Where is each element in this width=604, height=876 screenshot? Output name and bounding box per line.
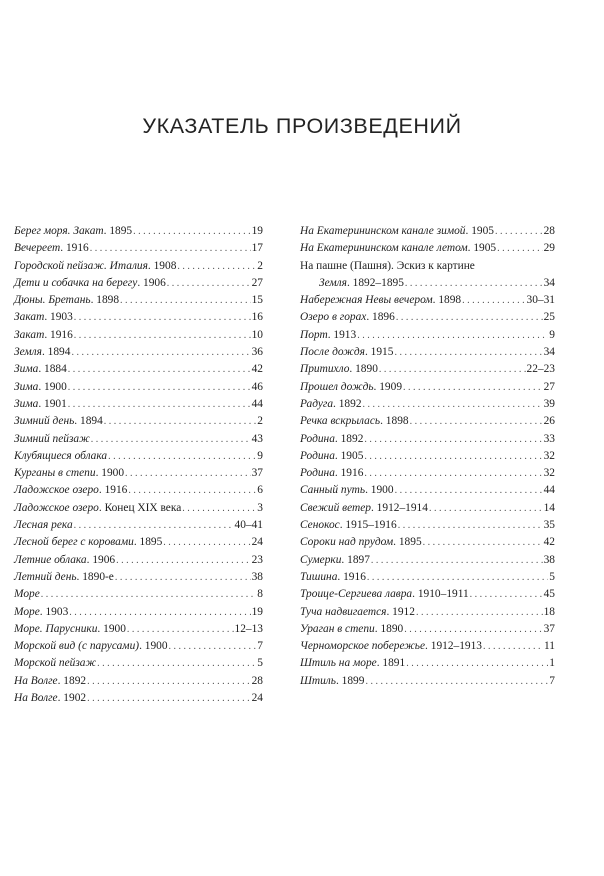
entry-title: Ураган в степи: [300, 622, 375, 635]
leader-dots: [128, 482, 256, 499]
entry-year: . 1916: [60, 242, 89, 255]
leader-dots: [364, 448, 542, 465]
entry-title: Море: [14, 605, 40, 618]
leader-dots: [74, 517, 234, 534]
index-entry: [14, 448, 263, 465]
entry-year: . 1898: [380, 415, 409, 428]
entry-title: Речка вскрылась: [300, 415, 381, 428]
index-entry: [300, 413, 555, 430]
entry-year: . 1903: [44, 311, 73, 324]
index-entry: [300, 327, 555, 344]
entry-title: Туча надвигается: [300, 605, 387, 618]
index-entry: [300, 586, 555, 603]
entry-year: . 1894: [74, 415, 103, 428]
entry-title: Санный путь: [300, 484, 366, 497]
index-entry: [14, 258, 263, 275]
entry-page: 27: [251, 276, 263, 289]
entry-title: Земля: [319, 276, 347, 289]
leader-dots: [423, 534, 543, 551]
entry-page: 1: [549, 657, 555, 670]
index-entry: [300, 621, 555, 638]
leader-dots: [68, 396, 251, 413]
leader-dots: [394, 344, 542, 361]
leader-dots: [87, 673, 251, 690]
entry-title: Море: [14, 588, 40, 601]
leader-dots: [68, 361, 251, 378]
entry-page: 7: [549, 674, 555, 687]
index-entry: [14, 569, 263, 586]
leader-dots: [495, 223, 543, 240]
entry-page: 42: [543, 536, 555, 549]
entry-page: 42: [251, 363, 263, 376]
entry-page: 19: [251, 605, 263, 618]
entry-page: 11: [544, 640, 555, 653]
entry-page: 26: [543, 415, 555, 428]
index-entry: [14, 655, 263, 672]
entry-year: . 1890: [349, 363, 378, 376]
entry-title: Сумерки: [300, 553, 342, 566]
entry-year: . 1890-е: [76, 570, 114, 583]
entry-title: Набережная Невы вечером: [300, 294, 433, 307]
entry-title: Зима: [14, 397, 39, 410]
entry-title: Летние облака: [14, 553, 87, 566]
entry-page: 14: [543, 501, 555, 514]
index-entry: [300, 517, 555, 534]
index-entry: [14, 517, 263, 534]
entry-title: Дюны. Бретань: [14, 294, 91, 307]
index-entry: [14, 379, 263, 396]
entry-year: . 1884: [38, 363, 67, 376]
entry-title: Клубящиеся облака: [14, 449, 108, 462]
entry-title: Зима: [14, 363, 39, 376]
index-entry: [300, 431, 555, 448]
entry-page: 22–23: [526, 363, 555, 376]
entry-title: На Волге: [14, 674, 58, 687]
entry-title: Море. Парусники: [14, 622, 98, 635]
entry-page: 43: [251, 432, 263, 445]
entry-title: Зимний день: [14, 415, 75, 428]
index-entry: [300, 569, 555, 586]
entry-title: Сороки над прудом: [300, 536, 394, 549]
entry-title: Закат: [14, 328, 45, 341]
entry-page: 12–13: [234, 622, 263, 635]
entry-page: 9: [549, 328, 555, 341]
entry-year: . 1891: [376, 657, 406, 670]
entry-title: Штиль на море: [300, 657, 377, 670]
index-entry: [300, 500, 555, 517]
index-entry: [300, 361, 555, 378]
leader-dots: [74, 309, 251, 326]
entry-title: Земля: [14, 346, 42, 359]
entry-page: 24: [251, 536, 263, 549]
index-entry: [14, 552, 263, 569]
index-entry: [14, 482, 263, 499]
entry-title: Штиль: [300, 674, 336, 687]
index-entry: [300, 534, 555, 551]
leader-dots: [410, 413, 543, 430]
entry-page: 5: [257, 657, 263, 670]
entry-page: 46: [251, 380, 263, 393]
entry-title: Родина: [300, 467, 335, 480]
leader-dots: [367, 569, 548, 586]
entry-year: . 1909: [373, 380, 403, 393]
index-entry: [300, 275, 555, 292]
entry-page: 25: [543, 311, 555, 324]
entry-page: 32: [543, 467, 555, 480]
leader-dots: [133, 223, 251, 240]
entry-year: . 1899: [335, 674, 365, 687]
leader-dots: [74, 327, 251, 344]
entry-year: . 1916: [98, 484, 128, 497]
leader-dots: [497, 240, 543, 257]
entry-year: . 1900: [38, 380, 67, 393]
index-entry: [300, 379, 555, 396]
leader-dots: [115, 569, 251, 586]
entry-title: Лесной берег с коровами: [14, 536, 134, 549]
entry-page: 9: [257, 449, 263, 462]
entry-page: 30–31: [526, 294, 555, 307]
entry-title: Порт: [300, 328, 328, 341]
index-entry: [14, 621, 263, 638]
entry-page: 7: [257, 640, 263, 653]
entry-title: Озеро в горах: [300, 311, 367, 324]
entry-year: . 1895: [393, 536, 422, 549]
entry-year: . 1892–1895: [346, 276, 404, 289]
leader-dots: [404, 621, 542, 638]
leader-dots: [379, 361, 526, 378]
index-entry: [14, 673, 263, 690]
entry-page: 2: [257, 259, 263, 272]
index-entry: [14, 413, 263, 430]
entry-year: . 1900: [95, 467, 125, 480]
index-entry: [14, 500, 263, 517]
leader-dots: [163, 534, 250, 551]
entry-page: 5: [549, 570, 555, 583]
leader-dots: [97, 655, 256, 672]
leader-dots: [363, 396, 543, 413]
entry-year: . 1903: [39, 605, 69, 618]
entry-page: 27: [543, 380, 555, 393]
leader-dots: [182, 500, 256, 517]
leader-dots: [403, 379, 543, 396]
entry-page: 37: [543, 622, 555, 635]
entry-title: Берег моря. Закат: [14, 225, 104, 237]
index-entry: [300, 240, 555, 257]
entry-year: . 1898: [90, 294, 120, 307]
index-entry: [300, 448, 555, 465]
entry-title: Лесная река: [14, 519, 73, 532]
entry-page: 6: [257, 484, 263, 497]
entry-page: 29: [543, 242, 555, 255]
entry-title: Прошел дождь: [300, 380, 374, 393]
index-entry-wrapped: [300, 258, 555, 293]
entry-year: . 1900: [365, 484, 394, 497]
index-entry: [300, 604, 555, 621]
entry-page: 15: [251, 294, 263, 307]
index-entry: [14, 344, 263, 361]
leader-dots: [398, 517, 543, 534]
entry-year: . 1906: [137, 276, 166, 289]
index-entry: [14, 586, 263, 603]
leader-dots: [68, 379, 251, 396]
entry-page: 38: [543, 553, 555, 566]
index-entry: [14, 534, 263, 551]
index-entry: [300, 292, 555, 309]
entry-title-line1: На пашне (Пашня). Эскиз к картине: [300, 259, 475, 272]
entry-year: . 1892: [333, 397, 362, 410]
entry-year: . 1908: [147, 259, 177, 272]
leader-dots: [364, 465, 542, 482]
entry-page: 37: [251, 467, 263, 480]
entry-year: . 1892: [57, 674, 87, 687]
index-entry: [14, 223, 263, 240]
entry-year: . 1890: [374, 622, 404, 635]
entry-title: Курганы в степи: [14, 467, 96, 480]
entry-page: 39: [543, 397, 555, 410]
entry-page: 34: [543, 346, 555, 359]
entry-year: . 1894: [41, 346, 71, 359]
entry-page: 10: [251, 328, 263, 341]
index-entry: [300, 344, 555, 361]
entry-year: . 1915–1916: [339, 519, 397, 532]
entry-year: . 1915: [364, 346, 394, 359]
entry-title: Троице-Сергиева лавра: [300, 588, 413, 601]
entry-year: . 1916: [334, 467, 364, 480]
index-entry: [300, 482, 555, 499]
entry-page: 33: [543, 432, 555, 445]
leader-dots: [90, 240, 251, 257]
leader-dots: [364, 431, 542, 448]
entry-page: 19: [251, 225, 263, 237]
entry-page: 44: [543, 484, 555, 497]
entry-title: Родина: [300, 432, 335, 445]
leader-dots: [167, 275, 251, 292]
entry-title: Родина: [300, 449, 335, 462]
entry-title: Ладожское озеро: [14, 484, 99, 497]
entry-title: Радуга: [300, 397, 334, 410]
entry-title: После дождя: [300, 346, 365, 359]
entry-year: . 1905: [465, 225, 494, 237]
leader-dots: [125, 465, 251, 482]
entry-title: Городской пейзаж. Италия: [14, 259, 148, 272]
index-entry: [14, 604, 263, 621]
entry-title: Зимний пейзаж: [14, 432, 90, 445]
leader-dots: [371, 552, 543, 569]
leader-dots: [104, 413, 257, 430]
entry-title: Сенокос: [300, 519, 340, 532]
entry-title: Зима: [14, 380, 39, 393]
entry-year: . 1892: [334, 432, 364, 445]
entry-title: Притихло: [300, 363, 350, 376]
leader-dots: [116, 552, 250, 569]
entry-page: 16: [251, 311, 263, 324]
leader-dots: [87, 690, 251, 707]
entry-year: . 1895: [133, 536, 163, 549]
leader-dots: [429, 500, 543, 517]
entry-year: . 1916: [337, 570, 366, 583]
entry-year: . 1900: [97, 622, 126, 635]
entry-year: . 1896: [366, 311, 395, 324]
leader-dots: [120, 292, 251, 309]
entry-year: . 1916: [44, 328, 73, 341]
index-entry: [14, 690, 263, 707]
leader-dots: [41, 586, 257, 603]
entry-year: . 1912: [386, 605, 415, 618]
index-column-right: [300, 223, 555, 690]
index-entry: [300, 655, 555, 672]
index-entry: [300, 223, 555, 240]
index-entry: [14, 396, 263, 413]
leader-dots: [127, 621, 234, 638]
entry-title: Черноморское побережье: [300, 640, 426, 653]
index-column-left: [14, 223, 263, 707]
entry-title: Дети и собачка на берегу: [14, 276, 138, 289]
entry-year: . 1906: [86, 553, 116, 566]
index-entry: [14, 361, 263, 378]
entry-page: 35: [543, 519, 555, 532]
leader-dots: [69, 604, 250, 621]
leader-dots: [71, 344, 250, 361]
leader-dots: [470, 586, 543, 603]
index-entry: [14, 292, 263, 309]
entry-year: . 1912–1914: [370, 501, 428, 514]
entry-title: Вечереет: [14, 242, 61, 255]
index-entry: [14, 240, 263, 257]
leader-dots: [405, 275, 543, 292]
leader-dots: [395, 482, 543, 499]
leader-dots: [416, 604, 543, 621]
index-entry: [300, 465, 555, 482]
entry-page: 23: [251, 553, 263, 566]
entry-title: Ладожское озеро: [14, 501, 99, 514]
entry-year: . 1902: [57, 692, 87, 705]
leader-dots: [108, 448, 256, 465]
entry-page: 34: [543, 276, 555, 289]
index-entry: [300, 552, 555, 569]
entry-title: На Волге: [14, 692, 58, 705]
index-entry: [14, 465, 263, 482]
leader-dots: [396, 309, 543, 326]
entry-year: . 1895: [103, 225, 133, 237]
index-entry: [14, 275, 263, 292]
entry-title: Свежий ветер: [300, 501, 371, 514]
entry-title: Летний день: [14, 570, 77, 583]
entry-page: 24: [251, 692, 263, 705]
index-entry: [300, 638, 555, 655]
entry-page: 40–41: [234, 519, 263, 532]
entry-page: 28: [543, 225, 555, 237]
index-entry: [14, 431, 263, 448]
leader-dots: [169, 638, 257, 655]
entry-page: 17: [251, 242, 263, 255]
entry-page: 28: [251, 674, 263, 687]
index-entry: [14, 638, 263, 655]
entry-page: 8: [257, 588, 263, 601]
leader-dots: [357, 327, 548, 344]
entry-page: 36: [251, 346, 263, 359]
index-entry: [300, 396, 555, 413]
leader-dots: [462, 292, 525, 309]
entry-year: . 1901: [38, 397, 67, 410]
entry-title: Тишина: [300, 570, 338, 583]
page-title: УКАЗАТЕЛЬ ПРОИЗВЕДЕНИЙ: [142, 114, 462, 139]
entry-title: Морской пейзаж: [14, 657, 97, 670]
entry-title: На Екатерининском канале летом: [300, 242, 468, 255]
entry-page: 32: [543, 449, 555, 462]
leader-dots: [365, 673, 548, 690]
entry-page: 44: [251, 397, 263, 410]
entry-title: Закат: [14, 311, 45, 324]
entry-page: 45: [543, 588, 555, 601]
entry-year: . 1900: [139, 640, 168, 653]
entry-page: 3: [257, 501, 263, 514]
entry-year: . 1910–1911: [412, 588, 469, 601]
entry-page: 38: [251, 570, 263, 583]
entry-year: . 1905: [467, 242, 497, 255]
index-entry: [14, 327, 263, 344]
leader-dots: [91, 431, 251, 448]
entry-year: . 1905: [334, 449, 364, 462]
entry-page: 2: [257, 415, 263, 428]
leader-dots: [177, 258, 256, 275]
entry-year: . 1912–1913: [425, 640, 482, 653]
entry-year: . 1897: [341, 553, 370, 566]
entry-title: Морской вид (с парусами): [14, 640, 140, 653]
index-entry: [300, 673, 555, 690]
leader-dots: [483, 638, 543, 655]
index-entry: [14, 309, 263, 326]
entry-title: На Екатерининском канале зимой: [300, 225, 466, 237]
entry-year: . Конец XIX века: [98, 501, 182, 514]
entry-page: 18: [543, 605, 555, 618]
leader-dots: [406, 655, 548, 672]
index-entry: [300, 309, 555, 326]
entry-year: . 1898: [432, 294, 462, 307]
entry-year: . 1913: [327, 328, 357, 341]
